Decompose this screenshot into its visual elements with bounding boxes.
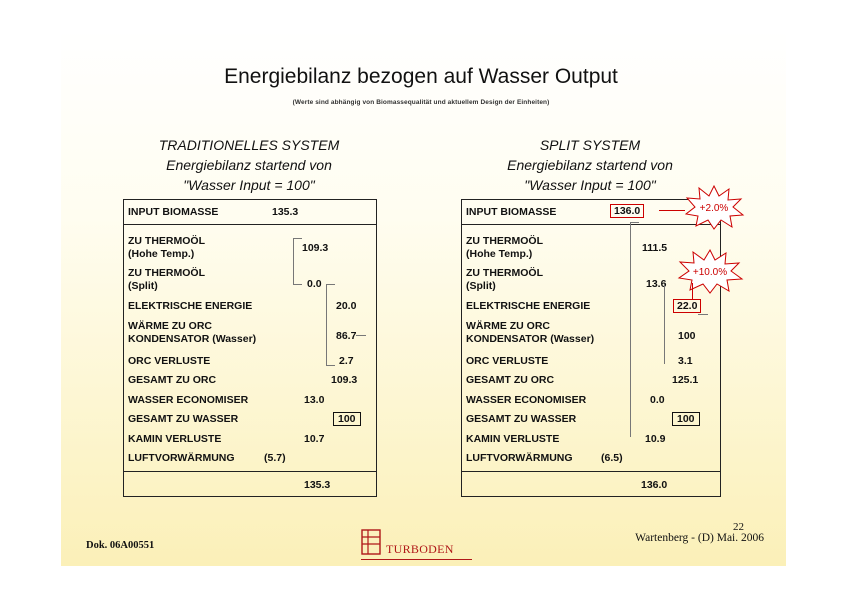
left-row-label: LUFTVORWÄRMUNG xyxy=(128,452,235,464)
left-row-value: (5.7) xyxy=(264,452,286,464)
left-row-value: 109.3 xyxy=(331,374,358,386)
left-total-value: 135.3 xyxy=(304,479,331,491)
left-heading-line-2: Energiebilanz startend von xyxy=(166,157,332,173)
right-row-label: ELEKTRISCHE ENERGIE xyxy=(466,300,591,312)
left-row-value: 86.7 xyxy=(336,330,357,342)
right-table-divider-bottom xyxy=(461,471,720,472)
left-table-divider-bottom xyxy=(123,471,376,472)
right-row-label: KAMIN VERLUSTE xyxy=(466,433,560,445)
right-row-value: 111.5 xyxy=(642,242,668,254)
left-row-value: 2.7 xyxy=(339,355,354,367)
turboden-logo-text: TURBODEN xyxy=(386,542,454,556)
page-number: 22 xyxy=(733,521,744,533)
left-row-label: GESAMT ZU WASSER xyxy=(128,413,239,425)
right-bracket-main xyxy=(630,222,639,437)
right-bracket-orc xyxy=(664,284,673,364)
left-row-value: 20.0 xyxy=(336,300,357,312)
right-row-label: WASSER ECONOMISER xyxy=(466,394,587,406)
right-row-label: LUFTVORWÄRMUNG xyxy=(466,452,573,464)
callout-text-10pct: +10.0% xyxy=(692,267,728,278)
left-input-value: 135.3 xyxy=(272,206,299,218)
left-input-label: INPUT BIOMASSE xyxy=(128,206,219,218)
callout-burst-10pct xyxy=(676,248,744,294)
slide-subtitle: (Werte sind abhängig von Biomassequalität und aktuellem Design der Einheiten) xyxy=(292,99,550,106)
left-row-label: WÄRME ZU ORC KONDENSATOR (Wasser) xyxy=(128,320,257,345)
left-tick-orc xyxy=(356,335,366,336)
footer-location-date: Wartenberg - (D) Mai. 2006 xyxy=(635,532,764,544)
left-row-value: 10.7 xyxy=(304,433,325,445)
right-row-value-boxed: 100 xyxy=(672,412,700,426)
left-row-label: WASSER ECONOMISER xyxy=(128,394,249,406)
left-heading xyxy=(123,135,375,195)
left-row-label: ELEKTRISCHE ENERGIE xyxy=(128,300,253,312)
left-row-label: ZU THERMOÖL (Split) xyxy=(128,267,205,292)
right-row-label: WÄRME ZU ORC KONDENSATOR (Wasser) xyxy=(466,320,595,345)
left-table-divider-top xyxy=(123,224,376,225)
left-row-label: ZU THERMOÖL (Hohe Temp.) xyxy=(128,235,205,260)
right-row-label: ORC VERLUSTE xyxy=(466,355,549,367)
left-heading-line-1: TRADITIONELLES SYSTEM xyxy=(158,137,340,153)
right-row-value: 10.9 xyxy=(645,433,666,445)
right-row-value: 0.0 xyxy=(650,394,665,406)
right-row-value-highlighted: 22.0 xyxy=(673,299,701,313)
left-row-label: ORC VERLUSTE xyxy=(128,355,211,367)
right-input-value-highlighted: 136.0 xyxy=(610,204,644,218)
right-row-label: GESAMT ZU ORC xyxy=(466,374,555,386)
left-row-value: 109.3 xyxy=(302,242,329,254)
right-row-value: 13.6 xyxy=(646,278,667,290)
logo-underline xyxy=(361,559,472,560)
left-row-label: KAMIN VERLUSTE xyxy=(128,433,222,445)
right-heading-line-1: SPLIT SYSTEM xyxy=(539,137,641,153)
callout-burst-2pct xyxy=(683,184,745,230)
callout-text-2pct: +2.0% xyxy=(699,203,729,214)
right-heading xyxy=(461,135,719,195)
right-row-label: GESAMT ZU WASSER xyxy=(466,413,577,425)
left-bracket-thermo xyxy=(293,238,302,285)
left-row-value-boxed: 100 xyxy=(333,412,361,426)
right-input-label: INPUT BIOMASSE xyxy=(466,206,557,218)
left-row-label: GESAMT ZU ORC xyxy=(128,374,217,386)
right-heading-line-2: Energiebilanz startend von xyxy=(507,157,673,173)
left-row-value: 13.0 xyxy=(304,394,325,406)
document-number: Dok. 06A00551 xyxy=(86,540,155,551)
right-row-value: 100 xyxy=(678,330,696,342)
left-bracket-orc xyxy=(326,284,335,366)
callout-line-2pct xyxy=(659,210,685,211)
right-heading-line-3: "Wasser Input = 100" xyxy=(524,177,656,193)
left-heading-line-3: "Wasser Input = 100" xyxy=(183,177,315,193)
callout-line-10pct xyxy=(692,283,693,299)
turboden-logo-icon xyxy=(361,528,383,556)
right-row-value: (6.5) xyxy=(601,452,623,464)
left-row-value: 0.0 xyxy=(307,278,322,290)
right-row-value: 3.1 xyxy=(678,355,693,367)
right-total-value: 136.0 xyxy=(641,479,668,491)
slide-title: Energiebilanz bezogen auf Wasser Output xyxy=(224,65,618,88)
right-row-label: ZU THERMOÖL (Split) xyxy=(466,267,543,292)
right-tick-orc xyxy=(698,314,708,315)
right-row-label: ZU THERMOÖL (Hohe Temp.) xyxy=(466,235,543,260)
right-row-value: 125.1 xyxy=(672,374,699,386)
right-table-divider-top xyxy=(461,224,720,225)
